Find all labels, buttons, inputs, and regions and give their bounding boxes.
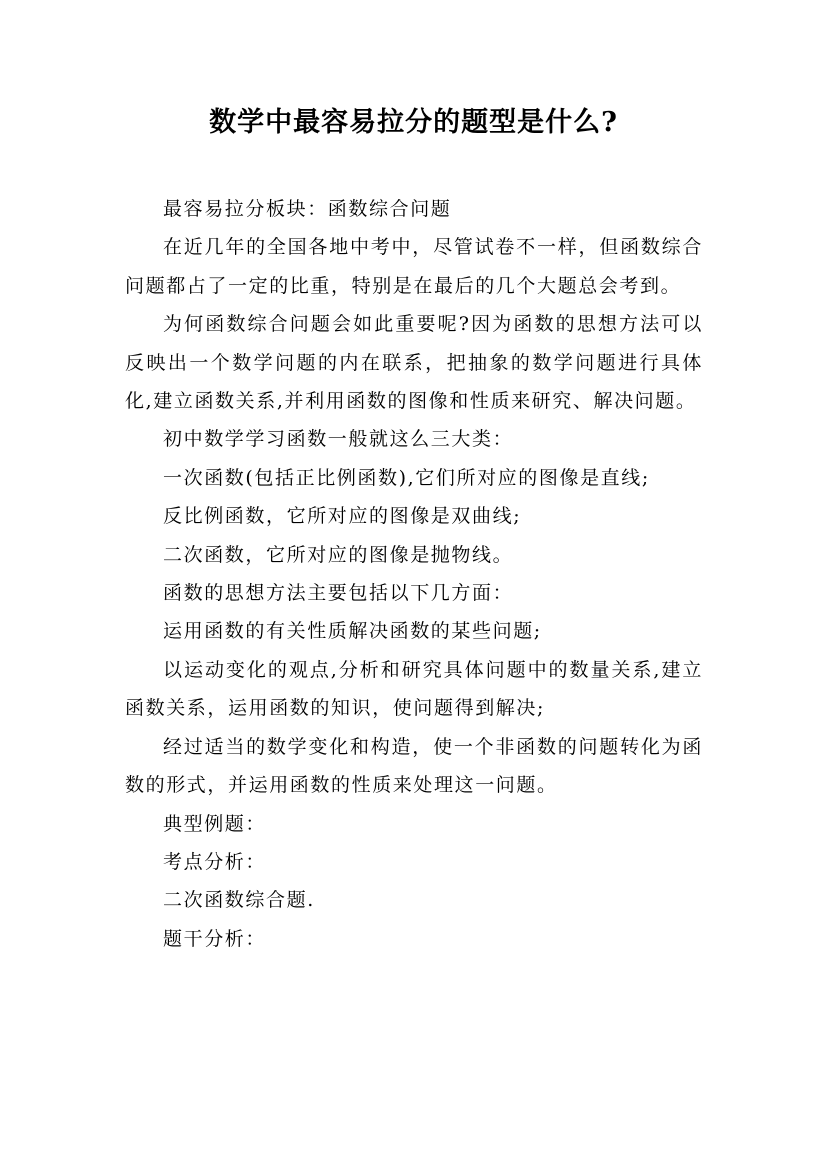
paragraph: 题干分析： (163, 927, 267, 950)
paragraph: 函数的思想方法主要包括以下几方面： (163, 582, 514, 605)
paragraph: 最容易拉分板块：函数综合问题 (163, 198, 452, 220)
paragraph: 一次函数(包括正比例函数),它们所对应的图像是直线; (163, 466, 650, 489)
document-title: 数学中最容易拉分的题型是什么? (209, 107, 618, 138)
paragraph: 为何函数综合问题会如此重要呢?因为函数的思想方法可以反映出一个数学问题的内在联系，把抽象的数学问题进行具体化,建立函数关系,并利用函数的图像和性质来研究、解决问题。 (125, 313, 703, 413)
document-body (125, 190, 703, 958)
paragraph: 典型例题： (163, 812, 267, 835)
paragraph: 在近几年的全国各地中考中，尽管试卷不一样，但函数综合问题都占了一定的比重，特别是在最后的几个大题总会考到。 (125, 236, 703, 297)
paragraph: 经过适当的数学变化和构造，使一个非函数的问题转化为函数的形式，并运用函数的性质来处理这一问题。 (125, 735, 703, 797)
paragraph: 二次函数综合题. (163, 889, 315, 912)
paragraph: 初中数学学习函数一般就这么三大类： (163, 428, 514, 451)
paragraph: 运用函数的有关性质解决函数的某些问题; (163, 620, 542, 643)
paragraph: 二次函数，它所对应的图像是抛物线。 (163, 543, 514, 566)
paragraph: 反比例函数，它所对应的图像是双曲线; (163, 505, 522, 528)
paragraph: 考点分析： (163, 850, 267, 873)
paragraph: 以运动变化的观点,分析和研究具体问题中的数量关系,建立函数关系，运用函数的知识，使问题得到解决; (125, 658, 703, 720)
